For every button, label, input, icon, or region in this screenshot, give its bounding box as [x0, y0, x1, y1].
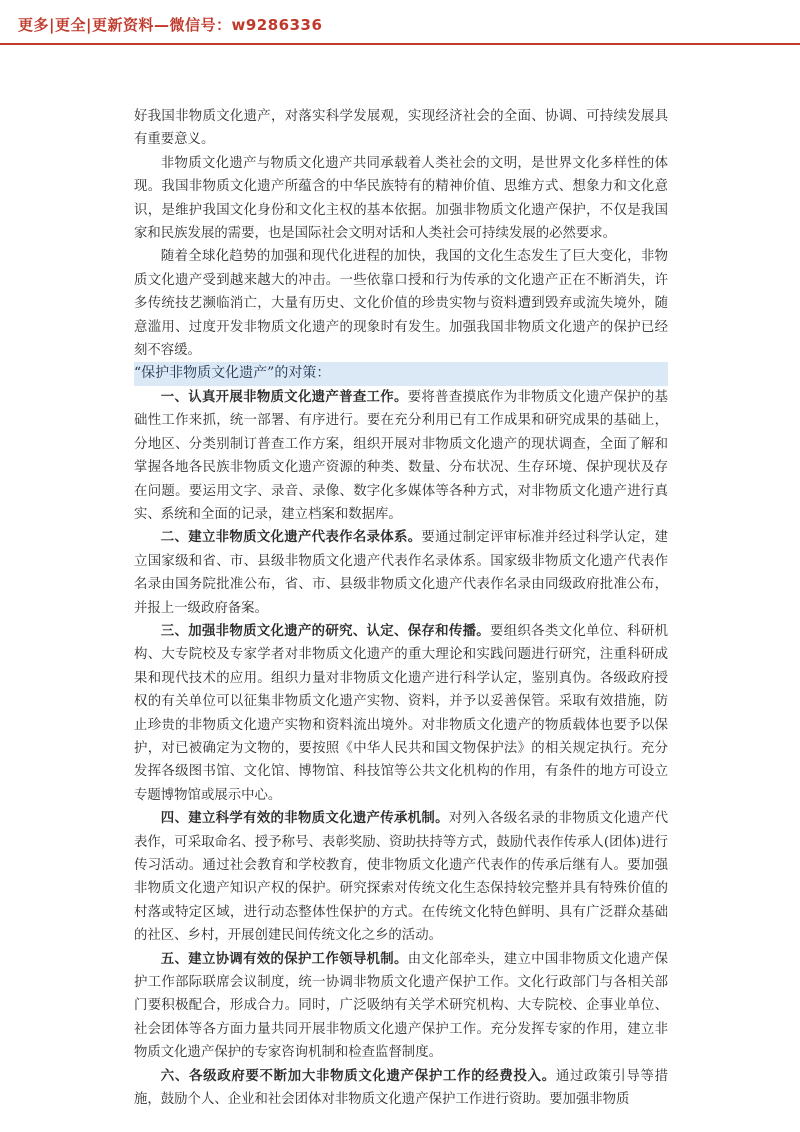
- measure-lead: 六、各级政府要不断加大非物质文化遗产保护工作的经费投入。: [160, 1067, 556, 1084]
- document-body: [134, 105, 668, 1111]
- measure-body: 要通过制定评审标准并经过科学认定，建立国家级和省、市、县级非物质文化遗产代表作名录体系。国家级非物质文化遗产代表作名录由国务院批准公布，省、市、县级非物质文化遗产代表作名录由同级政府批准公布，并报上一级政府备案。: [134, 530, 669, 616]
- measure-paragraph: [134, 386, 668, 526]
- measure-paragraph: [134, 526, 668, 620]
- measure-body: 对列入各级名录的非物质文化遗产代表作，可采取命名、授予称号、表彰奖励、资助扶持等方式，鼓励代表作传承人(团体)进行传习活动。通过社会教育和学校教育，使非物质文化遗产代表作的传承后继有人。要加强非物质文化遗产知识产权的保护。研究探索对传统文化生态保持较完整并具有特殊价值的村落或特定区域，进行动态整体性保护的方式。在传统文化特色鲜明、具有广泛群众基础的社区、乡村，开展创建民间传统文化之乡的活动。: [134, 811, 669, 944]
- measure-body: 由文化部牵头，建立中国非物质文化遗产保护工作部际联席会议制度，统一协调非物质文化遗产保护工作。文化行政部门与各相关部门要积极配合，形成合力。同时，广泛吸纳有关学术研究机构、大专院校、企事业单位、社会团体等各方面力量共同开展非物质文化遗产保护工作。充分发挥专家的作用，建立非物质文化遗产保护的专家咨询机制和检查监督制度。: [134, 951, 668, 1061]
- measure-body: 要将普查摸底作为非物质文化遗产保护的基础性工作来抓，统一部署、有序进行。要在充分利用已有工作成果和研究成果的基础上，分地区、分类别制订普查工作方案，组织开展对非物质文化遗产的现状调查，全面了解和掌握各地各民族非物质文化遗产资源的种类、数量、分布状况、生存环境、保护现状及存在问题。要运用文字、录音、录像、数字化多媒体等各种方式，对非物质文化遗产进行真实、系统和全面的记录，建立档案和数据库。: [134, 389, 668, 522]
- measure-lead: 三、加强非物质文化遗产的研究、认定、保存和传播。: [160, 622, 491, 639]
- intro-paragraph-2: 非物质文化遗产与物质文化遗产共同承载着人类社会的文明，是世界文化多样性的体现。我国非物质文化遗产所蕴含的中华民族特有的精神价值、思维方式、想象力和文化意识，是维护我国文化身份和文化主权的基本依据。加强非物质文化遗产保护，不仅是我国家和民族发展的需要，也是国际社会文明对话和人类社会可持续发展的必然要求。: [134, 155, 668, 242]
- intro-paragraph-3: 随着全球化趋势的加强和现代化进程的加快，我国的文化生态发生了巨大变化，非物质文化遗产受到越来越大的冲击。一些依靠口授和行为传承的文化遗产正在不断消失，许多传统技艺濒临消亡，大量有历史、文化价值的珍贵实物与资料遭到毁弃或流失境外，随意滥用、过度开发非物质文化遗产的现象时有发生。加强我国非物质文化遗产的保护已经刻不容缓。: [134, 249, 668, 359]
- header-watermark-text: 更多|更全|更新资料—微信号：w9286336: [18, 16, 323, 34]
- measure-lead: 四、建立科学有效的非物质文化遗产传承机制。: [160, 810, 449, 827]
- measure-lead: 一、认真开展非物质文化遗产普查工作。: [160, 388, 408, 405]
- measure-lead: 五、建立协调有效的保护工作领导机制。: [160, 950, 408, 967]
- header-divider: [0, 43, 800, 45]
- measure-paragraph: [134, 1065, 668, 1112]
- section-heading: “保护非物质文化遗产”的对策：: [134, 362, 668, 385]
- measure-paragraph: [134, 948, 668, 1065]
- measure-paragraph: [134, 807, 668, 947]
- measure-body: 要组织各类文化单位、科研机构、大专院校及专家学者对非物质文化遗产的重大理论和实践问题进行研究，注重科研成果和现代技术的应用。组织力量对非物质文化遗产进行科学认定，鉴别真伪。各级政府授权的有关单位可以征集非物质文化遗产实物、资料，并予以妥善保管。采取有效措施，防止珍贵的非物质文化遗产实物和资料流出境外。对非物质文化遗产的物质载体也要予以保护，对已被确定为文物的，要按照《中华人民共和国文物保护法》的相关规定执行。充分发挥各级图书馆、文化馆、博物馆、科技馆等公共文化机构的作用，有条件的地方可设立专题博物馆或展示中心。: [134, 623, 669, 803]
- intro-paragraph-1: 好我国非物质文化遗产，对落实科学发展观，实现经济社会的全面、协调、可持续发展具有重要意义。: [134, 109, 668, 148]
- measure-paragraph: [134, 620, 668, 807]
- page-header: [0, 0, 800, 46]
- measure-body: 通过政策引导等措施，鼓励个人、企业和社会团体对非物质文化遗产保护工作进行资助。要加强非物质: [134, 1068, 669, 1108]
- measure-lead: 二、建立非物质文化遗产代表作名录体系。: [160, 529, 422, 546]
